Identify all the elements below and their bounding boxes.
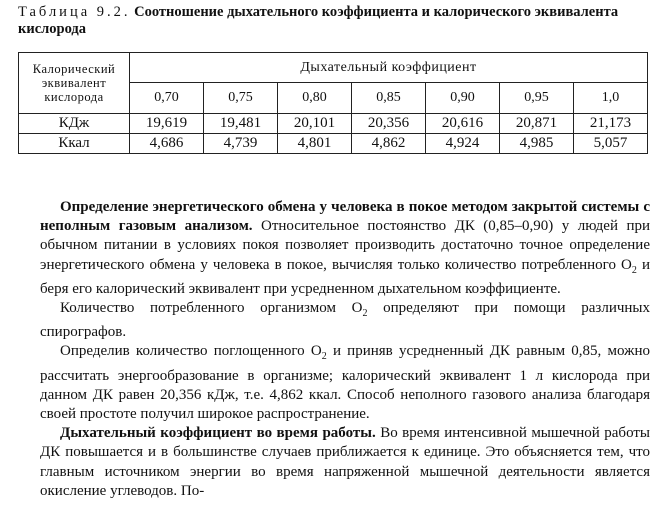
- table-cell: 4,801: [278, 134, 352, 154]
- coefficient-header: 0,85: [352, 83, 426, 114]
- table-cell: 20,101: [278, 114, 352, 134]
- coefficient-header: 0,80: [278, 83, 352, 114]
- table-cell: 4,739: [204, 134, 278, 154]
- corner-header: Калорический эквивалент кислорода: [19, 53, 130, 114]
- subscript: 2: [362, 308, 368, 320]
- table-caption: [18, 4, 658, 38]
- table-cell: 21,173: [574, 114, 648, 134]
- coefficient-header: 0,75: [204, 83, 278, 114]
- coefficient-header: 0,90: [426, 83, 500, 114]
- coefficient-header: 1,0: [574, 83, 648, 114]
- table-cell: 4,924: [426, 134, 500, 154]
- table-cell: 20,356: [352, 114, 426, 134]
- table-cell: 4,862: [352, 134, 426, 154]
- row-unit: Ккал: [19, 134, 130, 154]
- caption-label: Таблица 9.2.: [18, 4, 131, 20]
- table-cell: 19,619: [130, 114, 204, 134]
- body-text: [40, 198, 650, 501]
- paragraph-text: Определив количество поглощенного О: [60, 343, 322, 360]
- row-unit: КДж: [19, 114, 130, 134]
- coefficient-header: 0,95: [500, 83, 574, 114]
- table-cell: 4,686: [130, 134, 204, 154]
- paragraph-text: Количество потребленного организмом О: [60, 300, 363, 317]
- table-cell: 20,616: [426, 114, 500, 134]
- paragraph-heading: Дыхательный коэффициент во время работы.: [60, 425, 376, 442]
- paragraph: [40, 424, 650, 501]
- table-cell: 4,985: [500, 134, 574, 154]
- subscript: 2: [631, 264, 637, 276]
- table-cell: 20,871: [500, 114, 574, 134]
- paragraph-text: Относительное постоянство ДК (0,85–0,90) у людей при обычном питании в условиях покоя позволяет производить достаточно точное определение энергетического обмена у человека в покое, вычисляя только количество потребленного О: [40, 218, 650, 273]
- paragraph: [40, 342, 650, 424]
- table-row: [19, 134, 648, 154]
- paragraph-text: и беря его калорический эквивалент при усредненном дыхательном коэффициенте.: [40, 256, 650, 297]
- table-row: [19, 114, 648, 134]
- paragraph: [40, 198, 650, 299]
- paragraph: [40, 299, 650, 342]
- data-table: [18, 52, 648, 154]
- paragraph-text: определяют при помощи различных спирографов.: [40, 300, 650, 341]
- coefficient-header: 0,70: [130, 83, 204, 114]
- paragraph-text: Во время интенсивной мышечной работы ДК повышается и в большинстве случаев приближается к единице. Это объясняется тем, что главным источником энергии во время напряженной мышечной деятельности является окисление углеводов. По-: [40, 425, 650, 499]
- group-header: Дыхательный коэффициент: [130, 53, 648, 83]
- caption-title: Соотношение дыхательного коэффициента и калорического эквивалента кислорода: [18, 4, 619, 37]
- table-cell: 5,057: [574, 134, 648, 154]
- paragraph-heading: Определение энергетического обмена у человека в покое методом закрытой системы с неполным газовым анализом.: [40, 199, 650, 235]
- paragraph-text: и приняв усредненный ДК равным 0,85, можно рассчитать энергообразование в организме; калорический эквивалент 1 л кислорода при данном ДК равен 20,356 кДж, т.е. 4,862 ккал. Способ неполного газового анализа благодаря своей простоте получил широкое распространение.: [40, 343, 650, 423]
- table-cell: 19,481: [204, 114, 278, 134]
- subscript: 2: [321, 351, 327, 363]
